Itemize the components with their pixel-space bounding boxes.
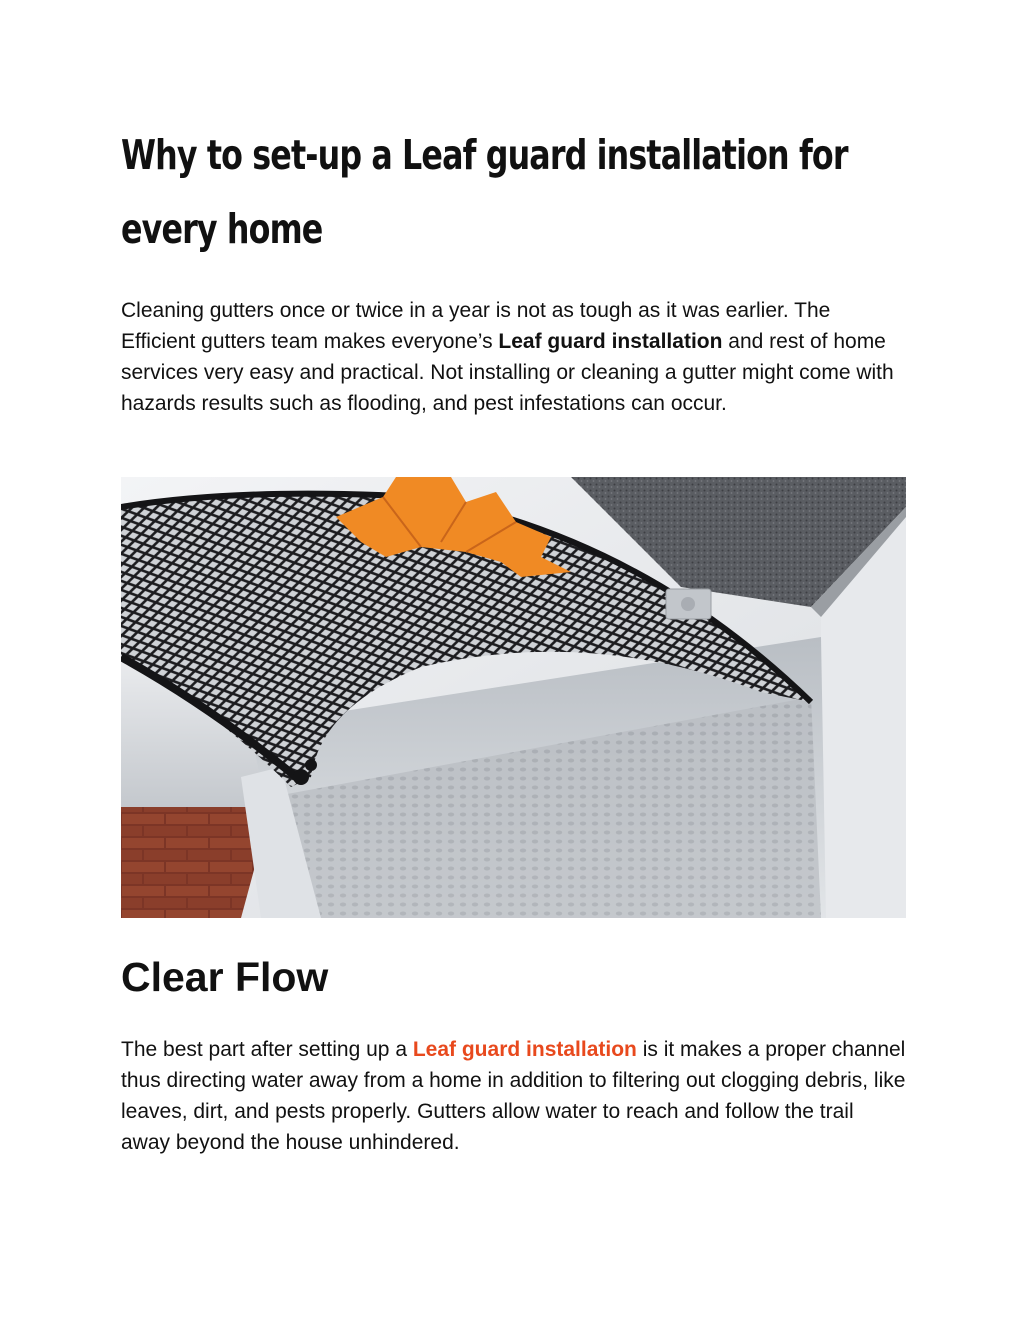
leaf-guard-link[interactable]: Leaf guard installation <box>412 1038 637 1061</box>
section-heading: Clear Flow <box>121 954 329 1000</box>
body-text-end: is it makes a proper channel thus directing water away from a home in addition to filtering out clogging debris, like leaves, dirt, and pests properly. Gutters allow water to reach and follow the trail away beyond the house unhindered. <box>121 1038 906 1154</box>
intro-text-end: and rest of home services very easy and practical. Not installing or cleaning a gutter might come with hazards results such as flooding, and pest infestations can occur. <box>121 330 894 415</box>
body-text-start: The best part after setting up a <box>121 1038 413 1061</box>
intro-bold-phrase: Leaf guard installation <box>498 330 723 353</box>
gutter-leaf-guard-photo <box>121 477 906 918</box>
intro-text-start: Cleaning gutters once or twice in a year is not as tough as it was earlier. The Efficient gutters team makes everyone’s <box>121 299 831 353</box>
body-paragraph <box>121 1034 906 1158</box>
main-heading: Why to set-up a Leaf guard installation for every home <box>121 131 848 253</box>
intro-paragraph <box>121 295 906 419</box>
